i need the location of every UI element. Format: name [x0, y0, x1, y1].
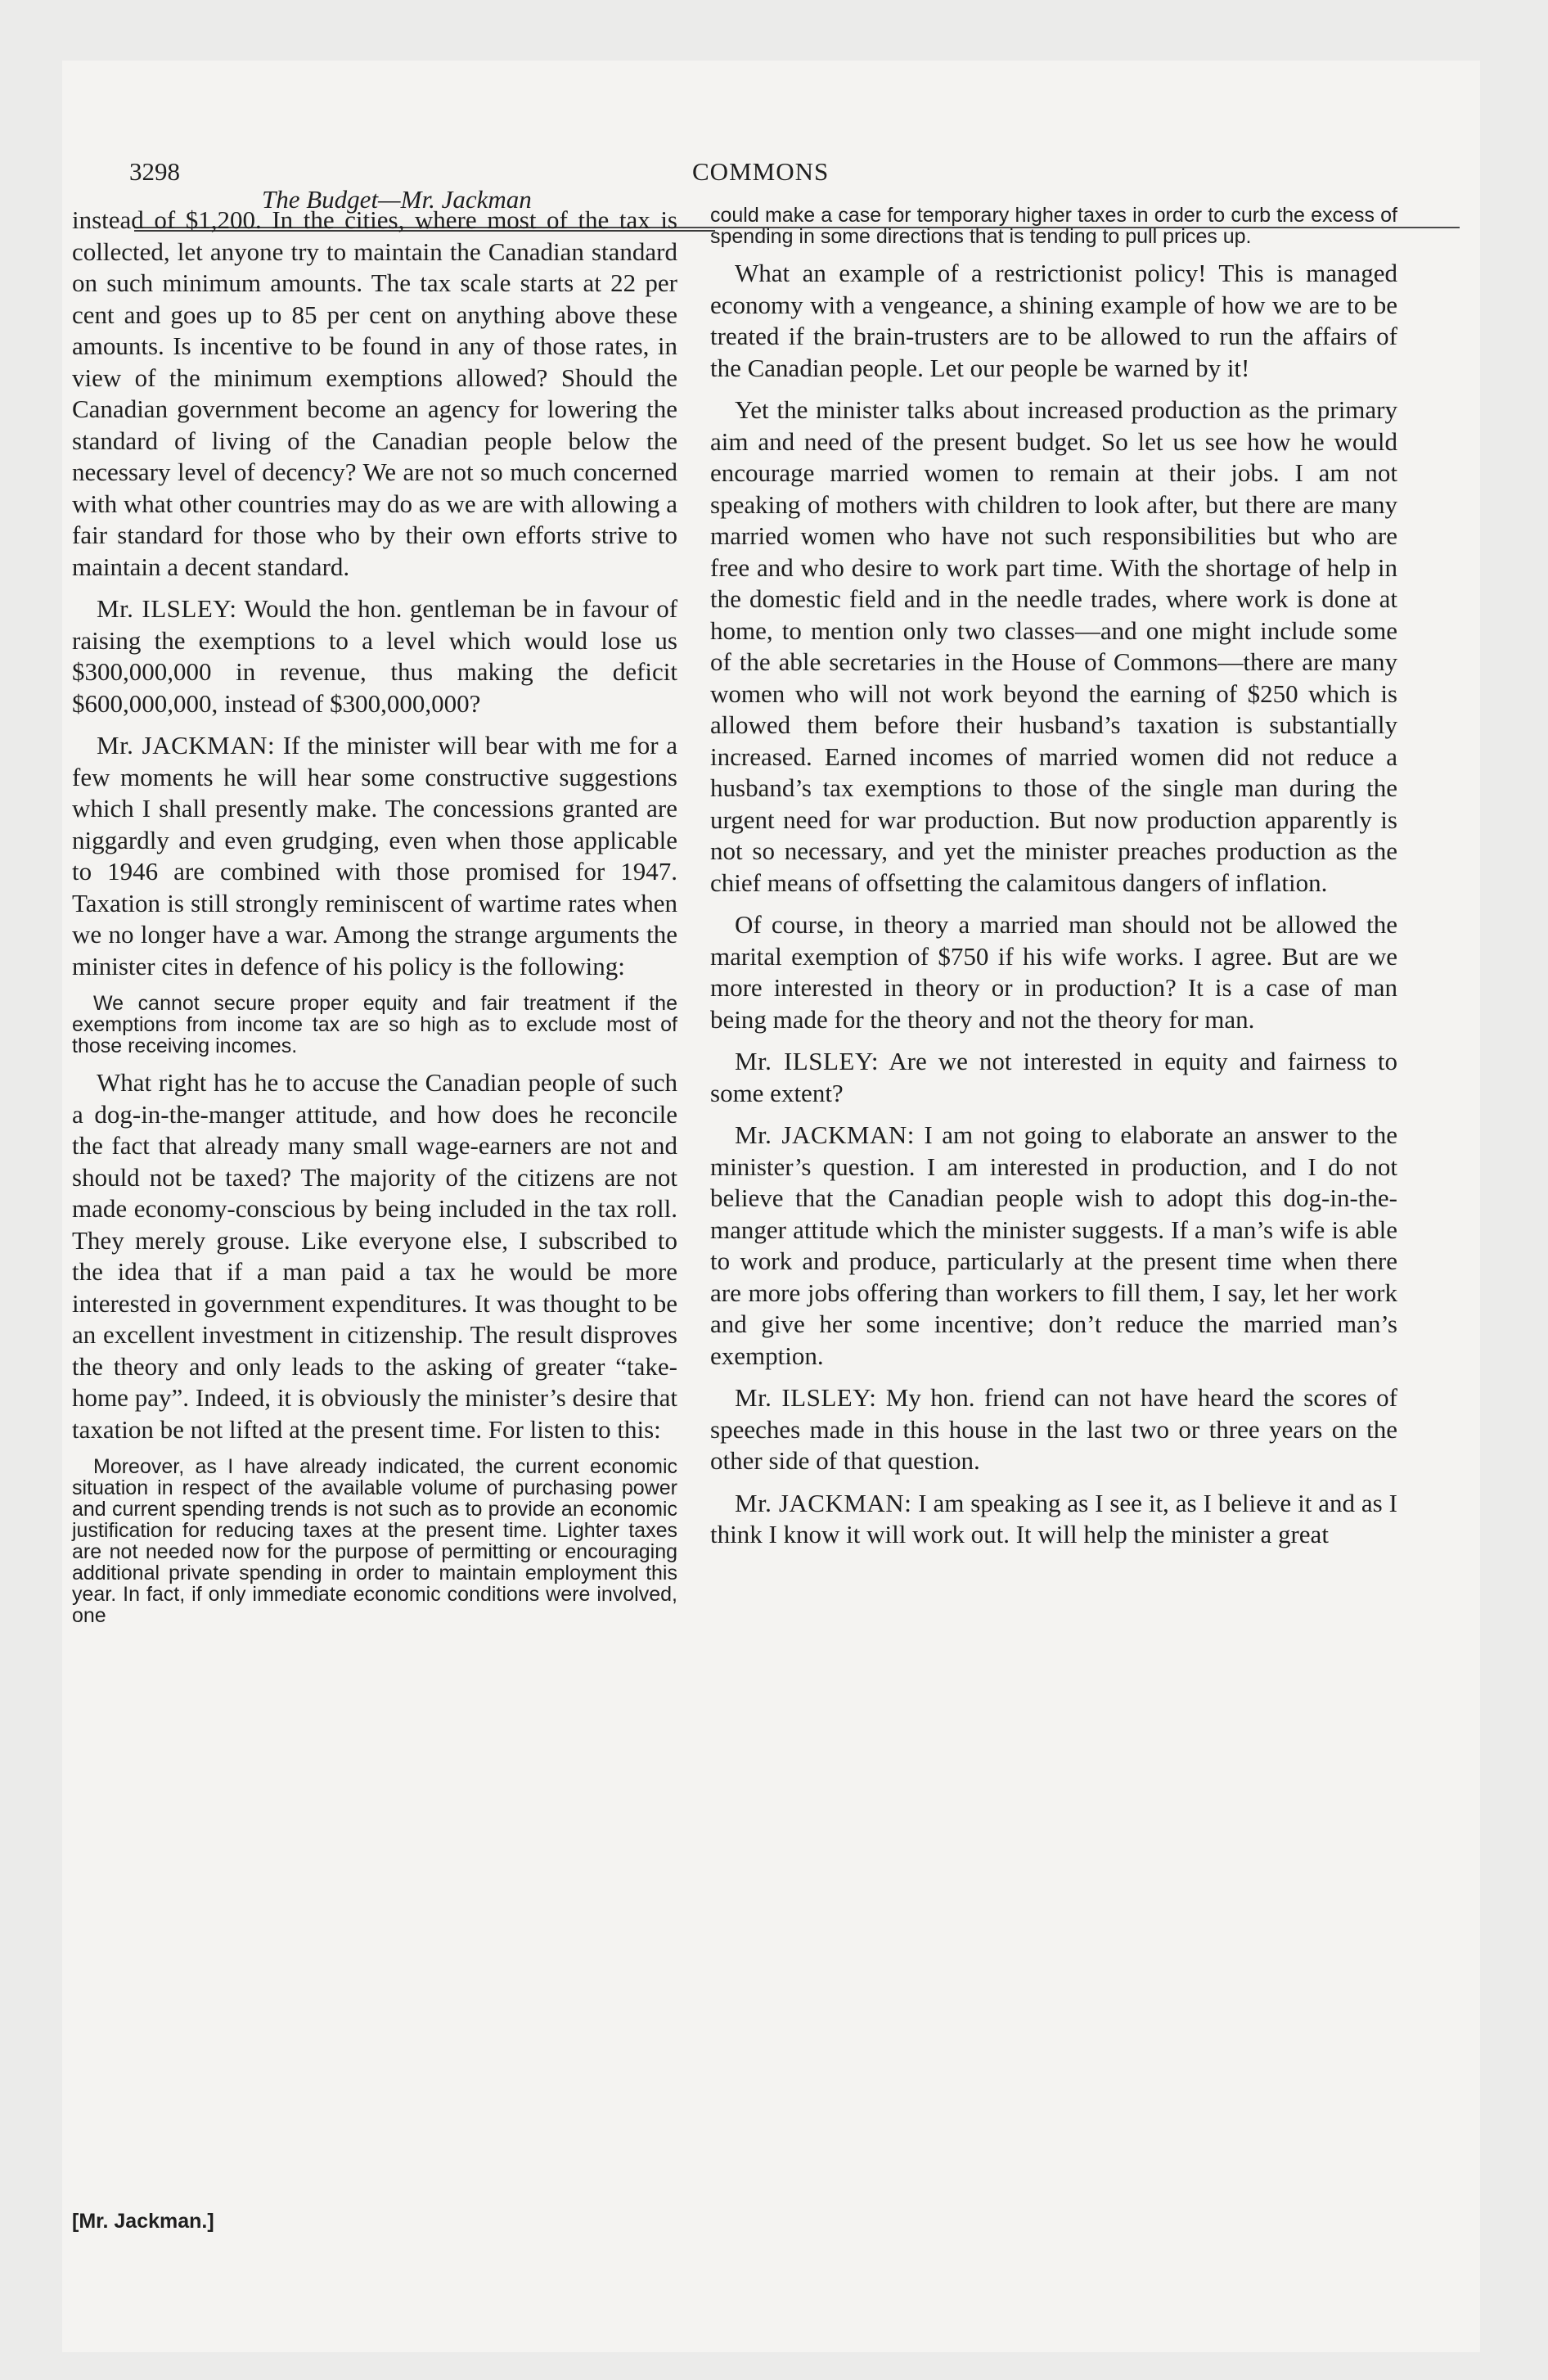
paragraph: What an example of a restrictionist policy! This is managed economy with a vengeance, a shining example of how we are to be treated if the brain-trusters are to be allowed to run the affairs of the Canadian people. Let our people be warned by it!	[710, 259, 1397, 382]
paragraph: instead of $1,200. In the cities, where most of the tax is collected, let anyone try to maintain the Canadian standard on such minimum amounts. The tax scale starts at 22 per cent and goes up to 85 per cent on anything above these amounts. Is incentive to be found in any of those rates, in view of the minimum exemptions allowed? Should the Canadian government become an agency for lowering the standard of living of the Canadian people below the necessary level of decency? We are not so much concerned with what other countries may do as we are with allowing a fair standard for those who by their own efforts strive to maintain a decent standard.	[72, 205, 677, 581]
paragraph	[72, 730, 677, 982]
footer-speaker: [Mr. Jackman.]	[72, 2210, 214, 2233]
speaker-name: Mr. JACKMAN:	[735, 1120, 915, 1149]
block-quote: Moreover, as I have already indicated, the current economic situation in respect of the available volume of purchasing power and current spending trends is not such as to provide an economic justification for reducing taxes at the present time. Lighter taxes are not needed now for the purpose of permitting or encouraging additional private spending in order to maintain employment this year. In fact, if only immediate economic conditions were involved, one	[72, 1455, 677, 1627]
speech-text: I am speaking as I see it, as I believe it and as I think I know it will work out. It will help the minister a great	[710, 1488, 1397, 1548]
speaker-name: Mr. ILSLEY:	[735, 1047, 879, 1075]
speech-text: Would the hon. gentleman be in favour of raising the exemptions to a level which would lose us $300,000,000 in revenue, thus making the deficit $600,000,000, instead of $300,000,000?	[72, 594, 678, 718]
paragraph: Of course, in theory a married man should not be allowed the marital exemption of $750 if his wife works. I agree. But are we more interested in theory or in production? It is a case of man being made for the theory and not the theory for man.	[710, 910, 1397, 1034]
paragraph	[710, 1120, 1397, 1372]
block-quote-continued: could make a case for temporary higher taxes in order to curb the excess of spending in some directions that is tending to pull prices up.	[710, 204, 1397, 248]
left-column	[72, 205, 677, 1637]
speech-text: I am not going to elaborate an answer to the minister’s question. I am interested in production, and I do not believe that the Canadian people wish to adopt this dog-in-the-manger attitude which the minister suggests. If a man’s wife is able to work and produce, particularly at the present time when there are more jobs offering than workers to fill them, I say, let her work and give her some incentive; don’t reduce the married man’s exemption.	[710, 1120, 1397, 1370]
running-subtitle: The Budget—Mr. Jackman	[262, 185, 532, 214]
speaker-name: Mr. JACKMAN:	[97, 731, 276, 760]
speaker-name: Mr. ILSLEY:	[97, 594, 237, 623]
speech-text: My hon. friend can not have heard the scores of speeches made in this house in the last two or three years on the other side of that question.	[710, 1383, 1397, 1475]
speech-text: Are we not interested in equity and fairness to some extent?	[710, 1047, 1397, 1107]
paragraph	[72, 593, 677, 719]
speaker-name: Mr. JACKMAN:	[735, 1488, 912, 1517]
paragraph	[710, 1488, 1397, 1551]
paragraph	[710, 1382, 1397, 1477]
paragraph: What right has he to accuse the Canadian people of such a dog-in-the-manger attitude, and how does he reconcile the fact that already many small wage-earners are not and should not be taxed? The majority of the citizens are not made economy-conscious by being included in the tax roll. They merely grouse. Like everyone else, I subscribed to the idea that if a man paid a tax he would be more interested in government expenditures. It was thought to be an excellent investment in citizenship. The result disproves the theory and only leads to the asking of greater “take-home pay”. Indeed, it is obviously the minister’s desire that taxation be not lifted at the present time. For listen to this:	[72, 1068, 677, 1444]
page-number: 3298	[129, 157, 180, 186]
speaker-name: Mr. ILSLEY:	[735, 1383, 877, 1412]
right-column	[710, 205, 1397, 1562]
paragraph	[710, 1046, 1397, 1109]
speech-text: If the minister will bear with me for a few moments he will hear some constructive suggestions which I shall presently make. The concessions granted are niggardly and even grudging, even when those applicable to 1946 are combined with those promised for 1947. Taxation is still strongly reminiscent of wartime rates when we no longer have a war. Among the strange arguments the minister cites in defence of his policy is the following:	[72, 731, 677, 980]
paragraph: Yet the minister talks about increased production as the primary aim and need of the present budget. So let us see how he would encourage married women to remain at their jobs. I am not speaking of mothers with children to look after, but there are many married women who have not such responsibilities but who are free and who desire to work part time. With the shortage of help in the domestic field and in the needle trades, where work is done at home, to mention only two classes—and one might include some of the able secretaries in the House of Commons—there are many women who will not work beyond the earning of $250 which is allowed them before their husband’s taxation is substantially increased. Earned incomes of married women did not reduce a husband’s tax exemptions to those of the single man during the urgent need for war production. But now production apparently is not so necessary, and yet the minister preaches production as the chief means of offsetting the calamitous dangers of inflation.	[710, 395, 1397, 897]
block-quote: We cannot secure proper equity and fair treatment if the exemptions from income tax are so high as to exclude most of those receiving incomes.	[72, 992, 677, 1057]
running-head: COMMONS	[692, 157, 830, 186]
